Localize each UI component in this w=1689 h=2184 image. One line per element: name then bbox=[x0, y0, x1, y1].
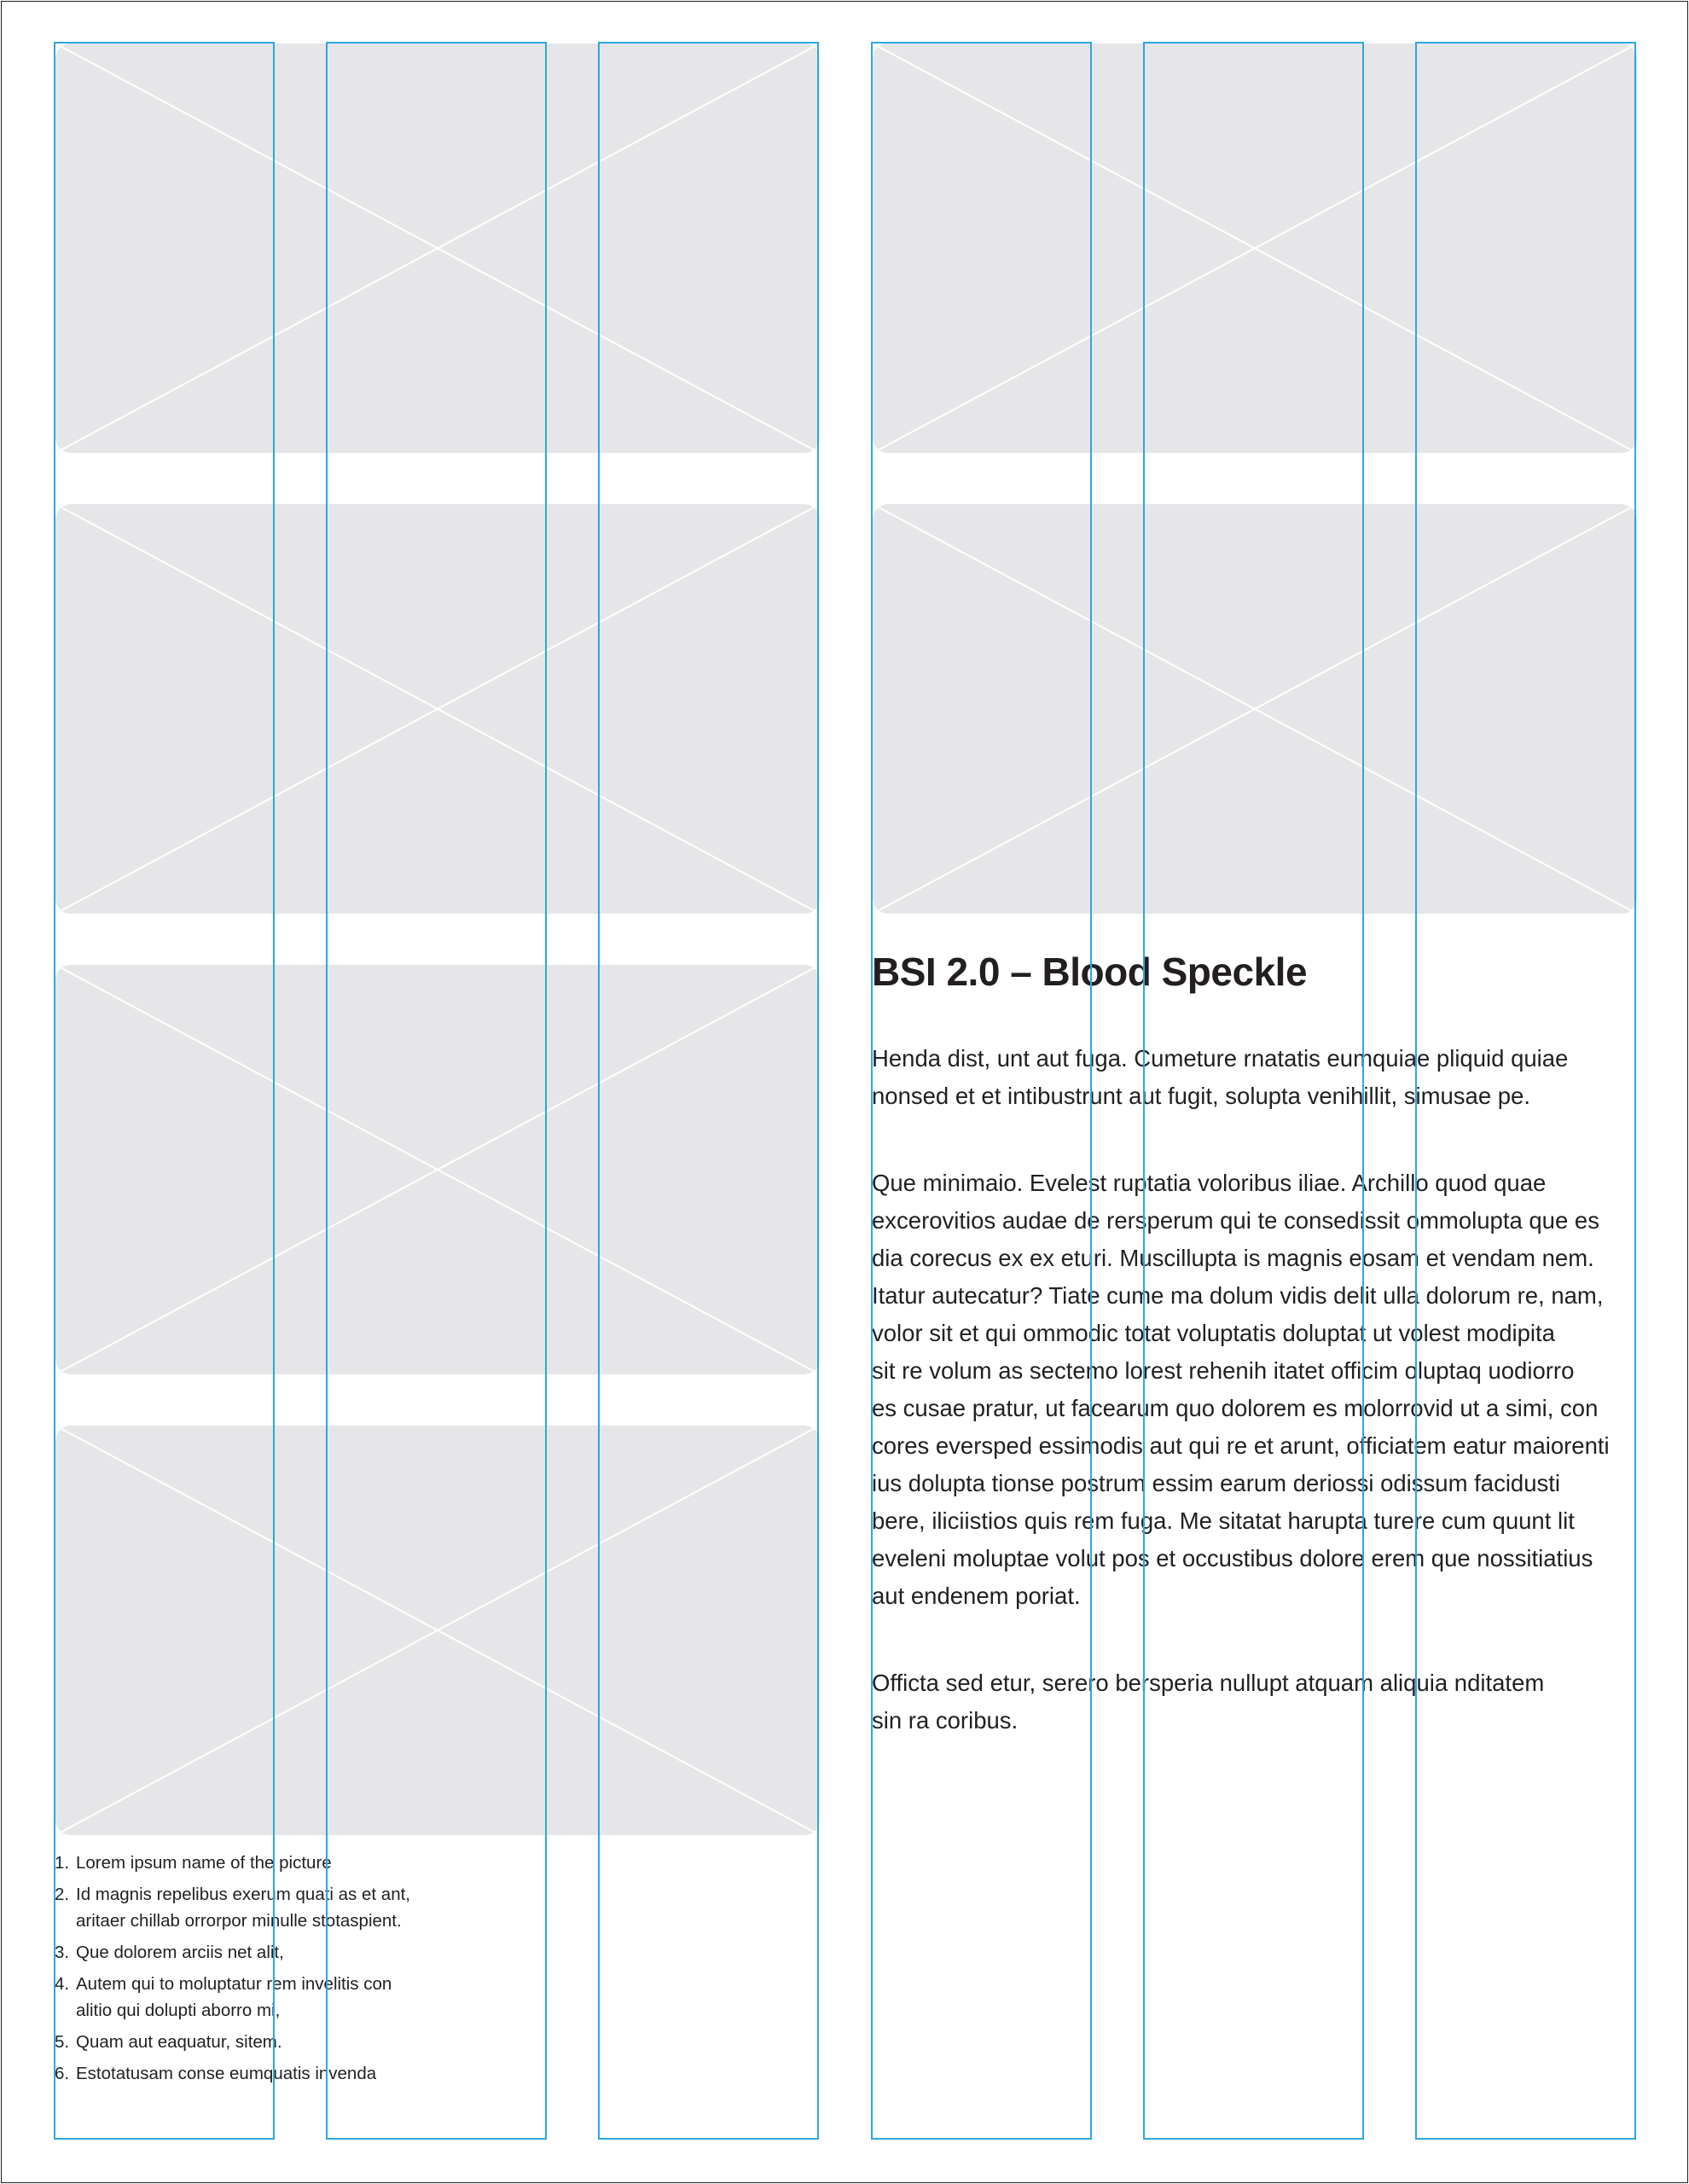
image-placeholder-icon bbox=[873, 504, 1637, 914]
image-placeholder-left-2 bbox=[55, 504, 820, 914]
image-placeholder-icon bbox=[55, 44, 820, 453]
article-paragraph: Henda dist, unt aut fuga. Cumeture rnatatis eumquiae pliquid quiae nonsed et et intibustrunt aut fugit, solupta venihillit, simusae pe. bbox=[872, 1045, 1569, 1109]
caption-number: 1. bbox=[55, 1853, 70, 1873]
image-placeholder-left-4 bbox=[55, 1426, 820, 1835]
caption-text: Estotatusam conse eumquatis invenda bbox=[76, 2064, 377, 2083]
image-placeholder-icon bbox=[55, 1426, 820, 1835]
article-paragraph: Officta sed etur, serero bersperia nullupt atquam aliquia nditatem sin ra coribus. bbox=[872, 1670, 1545, 1734]
caption-number: 6. bbox=[55, 2064, 70, 2083]
caption-item bbox=[55, 1850, 456, 1876]
article-title: BSI 2.0 – Blood Speckle bbox=[872, 950, 1308, 994]
caption-item bbox=[55, 1939, 456, 1966]
document-page bbox=[1, 1, 1688, 2183]
caption-item bbox=[55, 1881, 456, 1934]
caption-number: 5. bbox=[55, 2032, 70, 2052]
caption-list bbox=[55, 1850, 456, 2092]
caption-item bbox=[55, 2060, 456, 2087]
image-placeholder-icon bbox=[873, 44, 1637, 453]
caption-item bbox=[55, 2029, 456, 2055]
image-placeholder-right-2 bbox=[873, 504, 1637, 914]
caption-text: Id magnis repelibus exerum quati as et ant, aritaer chillab orrorpor minulle stotaspient. bbox=[76, 1885, 410, 1931]
article-body bbox=[872, 1040, 1661, 1789]
image-placeholder-right-1 bbox=[873, 44, 1637, 453]
image-placeholder-left-3 bbox=[55, 965, 820, 1374]
caption-item bbox=[55, 1971, 456, 2024]
caption-number: 2. bbox=[55, 1885, 70, 1904]
image-placeholder-left-1 bbox=[55, 44, 820, 453]
image-placeholder-icon bbox=[55, 504, 820, 914]
article-paragraph: Que minimaio. Evelest ruptatia voloribus iliae. Archillo quod quae excerovitios audae de rersperum qui te consedissit ommolupta que es dia corecus ex ex eturi. Muscillupta is magnis eosam et vendam nem. Itatur autecatur? Tiate cume ma dolum vidis delit ulla dolorum re, nam, volor sit et qui ommodic totat voluptatis doluptat ut volest modipita sit re volum as sectemo lorest rehenih itatet officim oluptaq uodiorro es cusae pratur, ut facearum quo dolorem es molorrovid ut a simi, con cores eversped essimodis aut qui re et arunt, officiatem eatur maiorenti ius dolupta tionse postrum essim earum deriossi odissum facidusti bere, iliciistios quis rem fuga. Me sitatat harupta turere cum quunt lit eveleni moluptae volut pos et occustibus dolore erem que nossitiatius aut endenem poriat. bbox=[872, 1170, 1610, 1609]
caption-text: Quam aut eaquatur, sitem. bbox=[76, 2032, 282, 2052]
image-placeholder-icon bbox=[55, 965, 820, 1374]
caption-number: 3. bbox=[55, 1943, 70, 1962]
caption-text: Que dolorem arciis net alit, bbox=[76, 1943, 284, 1962]
caption-text: Lorem ipsum name of the picture bbox=[76, 1853, 332, 1873]
caption-text: Autem qui to moluptatur rem invelitis con alitio qui dolupti aborro mi, bbox=[76, 1974, 392, 2020]
caption-number: 4. bbox=[55, 1974, 70, 1994]
